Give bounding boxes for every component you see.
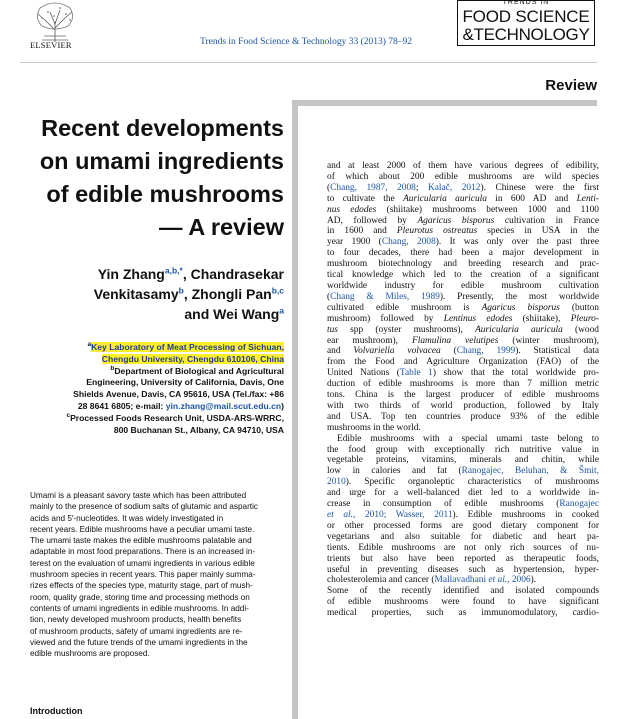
- body-line: tical knowledge which led to the creation of a significant: [327, 270, 599, 281]
- body-line: Edible mushrooms with a special umami taste belong to: [337, 433, 599, 444]
- body-line: [327, 499, 599, 510]
- body-line: [327, 336, 599, 347]
- abstract-line: edible mushrooms are proposed.: [30, 649, 150, 659]
- author-name: , Zhongli Pan: [183, 286, 272, 302]
- citation-link[interactable]: Wasser, 2011: [395, 510, 453, 520]
- title-line: — A review: [159, 214, 284, 240]
- text: ).: [530, 575, 537, 586]
- body-line: duction of edible mushrooms is more than 7 million metric: [327, 379, 599, 390]
- body-line: [327, 303, 599, 314]
- body-line: [327, 575, 599, 586]
- affil-b-line: 28 8641 6805; e-mail:: [77, 400, 166, 411]
- text: crease in consumption of edible mushrooms (: [327, 499, 560, 510]
- body-line: Some of the recently identified and isolated compounds: [327, 586, 599, 597]
- email-link[interactable]: yin.zhang@mail.scut.edu.cn: [165, 400, 282, 411]
- species-name: Lentinus edodes: [443, 313, 513, 324]
- text: (button: [559, 302, 599, 313]
- affil-marker: a: [87, 341, 92, 349]
- body-line: [327, 466, 599, 477]
- affil-c-line: 800 Buchanan St., Albany, CA 94710, USA: [113, 424, 284, 435]
- journal-citation[interactable]: Trends in Food Science & Technology 33 (2013) 78–92: [200, 37, 413, 47]
- abstract-line: mushroom species in recent years. This paper mainly summa-: [30, 570, 256, 580]
- abstract-line: mainly to the presence of sodium salts of glutamic and aspartic: [30, 502, 258, 512]
- body-line: or other processed forms are good dietary component for: [327, 520, 599, 531]
- abstract-line: of mushroom products, safety of umami ingredients are re-: [30, 626, 243, 636]
- body-line: [327, 205, 599, 216]
- section-label: Review: [545, 77, 597, 94]
- text: and: [327, 346, 354, 357]
- text: ) show that the total worldwide pro-: [432, 368, 599, 379]
- body-line: with two thirds of world production, followed by Italy: [327, 400, 599, 411]
- abstract-line: tion, newly developed mushroom products, health benefits: [30, 615, 242, 625]
- journal-logo-line1: FOOD SCIENCE: [462, 7, 590, 26]
- column-frame-top: [292, 100, 597, 106]
- table-link[interactable]: Table 1: [399, 368, 433, 379]
- species-name: Flamulina velutipes: [412, 335, 499, 346]
- body-line: of edible mushrooms were found to have significant: [327, 597, 599, 608]
- author-affil-link[interactable]: a,b,*: [164, 265, 183, 276]
- abstract: [30, 490, 286, 659]
- publisher-name: ELSEVIER: [30, 40, 72, 50]
- body-line: tons. China is the largest producer of edible mushrooms: [327, 390, 599, 401]
- text: (shiitake),: [512, 313, 571, 324]
- text: low in calories and fat (: [327, 466, 462, 477]
- body-line: medical properties, such as immunomodulatory, cardio-: [327, 608, 599, 619]
- affiliations: [16, 342, 284, 436]
- body-line: mushroom biotechnology and breeding research and prac-: [327, 259, 599, 270]
- body-line: and USA. Top ten countries produce 93% of the edible: [327, 411, 599, 422]
- body-line: [327, 237, 599, 248]
- text: ). Chinese were the first: [480, 182, 600, 193]
- affil-b-line: ): [281, 400, 284, 411]
- journal-logo-line2: &TECHNOLOGY: [462, 25, 590, 44]
- species-name: Agaricus bisporus: [481, 302, 560, 313]
- abstract-line: contents of umami ingredients in edible mushrooms. In addi-: [30, 603, 249, 613]
- text: year 1900 (: [327, 237, 382, 248]
- affil-b-line: Department of Biological and Agricultural: [114, 365, 284, 376]
- citation-link[interactable]: Ranogajec, Beluhan, & Šmit,: [461, 466, 599, 477]
- affil-marker: c: [66, 411, 71, 419]
- body-line: [327, 314, 599, 325]
- text: ). Presently, the most worldwide: [439, 291, 600, 302]
- body-line: [327, 368, 599, 379]
- text: spp (oyster mushrooms),: [337, 324, 476, 335]
- section-heading-introduction: Introduction: [30, 706, 83, 716]
- author-name: , Chandrasekar: [182, 266, 284, 282]
- affil-marker: b: [110, 364, 115, 372]
- author-name: Yin Zhang: [97, 266, 165, 282]
- text: (: [327, 182, 331, 193]
- body-line: [327, 226, 599, 237]
- species-name: Pleuro-: [570, 313, 599, 324]
- journal-logo-small-text: TRENDS IN: [502, 0, 550, 6]
- author-name: and Wei Wang: [184, 306, 280, 322]
- species-name: Lenti-: [576, 193, 599, 204]
- body-line: vegetarians and also suitable for diabetic and heart pa-: [327, 531, 599, 542]
- article-title: [20, 112, 284, 244]
- text: (: [440, 346, 457, 357]
- species-name: Agaricus bisporus: [417, 215, 495, 226]
- affil-c-line: Processed Foods Research Unit, USDA-ARS-WRRC,: [70, 412, 284, 423]
- title-line: on umami ingredients: [39, 148, 284, 174]
- body-line: vegetable proteins, vitamins, minerals and chitin, while: [327, 455, 599, 466]
- affil-b-line: Engineering, University of California, Davis, One: [86, 377, 284, 388]
- column-frame-left: [292, 100, 298, 719]
- text: mushroom) followed by: [327, 313, 444, 324]
- author-affil-link[interactable]: a: [279, 305, 284, 316]
- body-line: [327, 183, 599, 194]
- text: (winter mushroom),: [498, 335, 599, 346]
- body-line: [327, 216, 599, 227]
- citation-link[interactable]: Chang, 1999: [456, 346, 516, 357]
- text: ;: [415, 182, 428, 193]
- author-name: Venkitasamy: [93, 286, 179, 302]
- citation-link[interactable]: , 2010;: [353, 510, 396, 520]
- species-name: Volvariella volvacea: [353, 346, 441, 357]
- citation-link[interactable]: 2010: [327, 477, 346, 488]
- body-text-column: [327, 161, 599, 619]
- author-list: [20, 264, 284, 324]
- body-line: trients but also have been reported as therapeutic foods,: [327, 553, 599, 564]
- header-divider: [20, 62, 597, 63]
- text: to cultivate the: [327, 193, 404, 204]
- text: (wood: [562, 324, 599, 335]
- citation-link[interactable]: Mallavadhani: [434, 575, 489, 586]
- text: ). It was only over the past three: [435, 237, 599, 248]
- text: cultivated edible mushroom is: [327, 302, 482, 313]
- body-line: [327, 477, 599, 488]
- body-line: [327, 510, 599, 521]
- journal-logo: [457, 0, 595, 46]
- text: cholesterolemia and cancer (: [327, 575, 435, 586]
- body-line: worldwide industry for edible mushroom cultivation: [327, 280, 599, 291]
- text: in 600 AD and: [486, 193, 577, 204]
- species-name: nus edodes: [327, 204, 377, 215]
- text: United Nations (: [327, 368, 400, 379]
- citation-link[interactable]: Kalač, 2012: [427, 182, 481, 193]
- text: AD, followed by: [327, 215, 418, 226]
- text: (: [327, 291, 331, 302]
- author-affil-link[interactable]: b: [178, 285, 184, 296]
- affil-a-line: Key Laboratory of Meat Processing of Sichuan,: [91, 342, 284, 352]
- citation-link[interactable]: et al.: [327, 510, 353, 520]
- body-line: mushrooms in the world.: [327, 422, 421, 433]
- text: in 1600 and: [327, 226, 397, 237]
- citation-link[interactable]: Chang, 2008: [381, 237, 436, 248]
- abstract-line: recent years. Edible mushrooms have a peculiar umami taste.: [30, 524, 255, 534]
- body-line: [327, 325, 599, 336]
- abstract-line: room, quality grade, storing time and processing methods on: [30, 592, 250, 602]
- text: ear mushroom),: [327, 335, 412, 346]
- title-line: of edible mushrooms: [46, 181, 284, 207]
- abstract-line: Umami is a pleasant savory taste which has been attributed: [30, 491, 247, 500]
- body-line: [327, 292, 599, 303]
- abstract-line: adaptable in most food preparations. There is an increased in-: [30, 547, 256, 557]
- citation-link[interactable]: Chang, 1987, 2008: [330, 182, 416, 193]
- citation-link[interactable]: et al.: [488, 575, 508, 586]
- citation-link[interactable]: Ranogajec: [559, 499, 599, 510]
- text: species in USA in the: [477, 226, 599, 237]
- body-line: from the Food and Agriculture Organization (FAO) of the: [327, 357, 599, 368]
- body-line: the food group with exceptionally rich nutritive value in: [327, 444, 599, 455]
- species-name: Auricularia auricula: [403, 193, 487, 204]
- abstract-line: The umami taste makes the edible mushrooms palatable and: [30, 536, 252, 546]
- abstract-line: acids and 5′-nucleotides. It was widely investigated in: [30, 513, 224, 523]
- body-line: to four decades, there had been a major development in: [327, 248, 599, 259]
- text: cultivation in France: [494, 215, 599, 226]
- body-line: tients. Edible mushrooms are not only rich sources of nu-: [327, 542, 599, 553]
- author-affil-link[interactable]: b,c: [271, 285, 284, 296]
- affil-a-line: Chengdu University, Chengdu 610106, China: [101, 353, 284, 364]
- body-line: and at least 2000 of them have various degrees of edibility,: [327, 161, 599, 171]
- citation-link[interactable]: Chang & Miles, 1989: [330, 291, 440, 302]
- abstract-line: viewed and the future trends of the umami ingredients in the: [30, 637, 248, 647]
- species-name: tus: [327, 324, 338, 335]
- text: ). Edible mushrooms in cooked: [452, 510, 599, 520]
- body-line: [327, 194, 599, 205]
- abstract-line: rizes effects of the species type, maturity stage, part of mush-: [30, 581, 253, 591]
- text: ). Specific organoleptic characteristics of mushrooms: [345, 477, 599, 488]
- species-name: Pleurotus ostreatus: [396, 226, 478, 237]
- abstract-line: terest on the evaluation of umami ingredients in various edible: [30, 558, 255, 568]
- body-line: of which about 200 edible mushrooms are wild species: [327, 171, 599, 182]
- body-line: useful in preventing diseases such as hypertension, hyper-: [327, 564, 599, 575]
- body-line: and urge for a well-balanced diet led to a worldwide in-: [327, 488, 599, 499]
- text: (shiitake) mushrooms between 1000 and 1100: [376, 204, 599, 215]
- species-name: Auricularia auricula: [475, 324, 563, 335]
- affil-b-line: Shields Avenue, Davis, CA 95616, USA (Tel./fax: +86: [73, 389, 284, 400]
- body-line: [327, 346, 599, 357]
- title-line: Recent developments: [41, 115, 284, 141]
- text: ). Statistical data: [515, 346, 600, 357]
- citation-link[interactable]: , 2006: [507, 575, 531, 586]
